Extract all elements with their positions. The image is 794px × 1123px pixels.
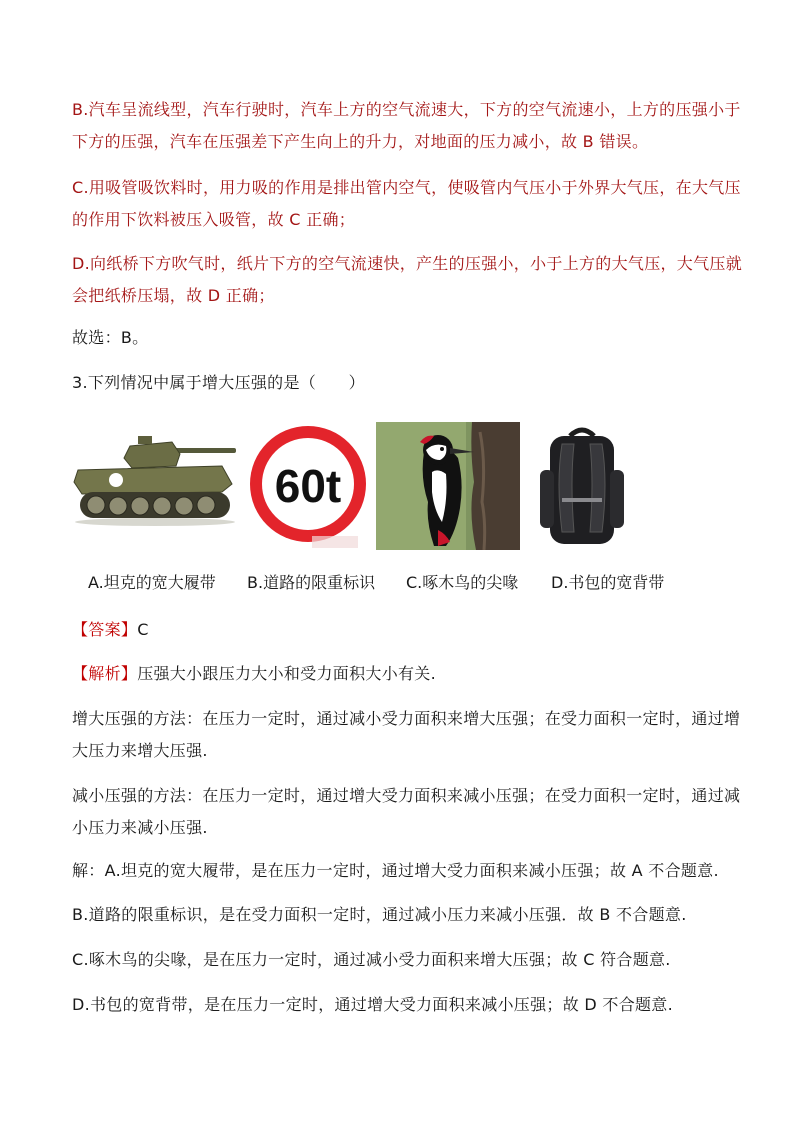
increase-method-line1: 增大压强的方法：在压力一定时，通过减小受力面积来增大压强；在受力面积一定时，通过增: [72, 709, 741, 728]
decrease-method-line2: 小压力来减小压强.: [72, 818, 208, 837]
answer-line: [72, 614, 724, 646]
solution-a: 解：A.坦克的宽大履带，是在压力一定时，通过增大受力面积来减小压强；故 A 不合题意.: [72, 861, 719, 880]
option-c-label: C.啄木鸟的尖喙: [406, 573, 519, 592]
explanation-b-line2: 下方的压强，汽车在压强差下产生向上的升力，对地面的压力减小，故 B 错误。: [72, 132, 649, 151]
answer-tag: 【答案】: [72, 620, 138, 639]
backpack-image: [532, 422, 632, 550]
option-a-label: A.坦克的宽大履带: [88, 573, 216, 592]
solution-d: D.书包的宽背带，是在压力一定时，通过增大受力面积来减小压强；故 D 不合题意.: [72, 995, 673, 1014]
explanation-c-line1: C.用吸管吸饮料时，用力吸的作用是排出管内空气，使吸管内气压小于外界大气压，在大气压: [72, 178, 741, 197]
answer-value: C: [137, 620, 149, 639]
weight-limit-sign-image: [246, 418, 370, 552]
tank-image: [72, 426, 238, 526]
explanation-c-line2: 的作用下饮料被压入吸管，故 C 正确；: [72, 210, 356, 229]
option-b-label: B.道路的限重标识: [247, 573, 376, 592]
explanation-b-line1: B.汽车呈流线型，汽车行驶时，汽车上方的空气流速大，下方的空气流速小，上方的压强小于: [72, 100, 741, 119]
option-captions: [72, 570, 724, 600]
woodpecker-image: [376, 422, 520, 550]
decrease-method-line1: 减小压强的方法：在压力一定时，通过增大受力面积来减小压强；在受力面积一定时，通过减: [72, 786, 741, 805]
solution-c: C.啄木鸟的尖喙，是在压力一定时，通过减小受力面积来增大压强；故 C 符合题意.: [72, 950, 671, 969]
explanation-d-line1: D.向纸桥下方吹气时，纸片下方的空气流速快，产生的压强小，小于上方的大气压，大气压就: [72, 254, 743, 273]
solution-b: B.道路的限重标识，是在受力面积一定时，通过减小压力来减小压强．故 B 不合题意.: [72, 905, 687, 924]
increase-method-line2: 大压力来增大压强.: [72, 741, 208, 760]
option-pictures: [72, 418, 724, 552]
question-stem: 3.下列情况中属于增大压强的是（ ）: [72, 373, 365, 392]
analysis-intro: 压强大小跟压力大小和受力面积大小有关.: [137, 664, 436, 683]
explanation-d-line2: 会把纸桥压塌，故 D 正确；: [72, 286, 275, 305]
analysis-intro-line: [72, 658, 724, 690]
choose-line: 故选：B。: [72, 328, 149, 347]
option-d-label: D.书包的宽背带: [551, 573, 665, 592]
analysis-tag: 【解析】: [72, 664, 138, 683]
sign-weight-text: 60t: [274, 460, 342, 512]
